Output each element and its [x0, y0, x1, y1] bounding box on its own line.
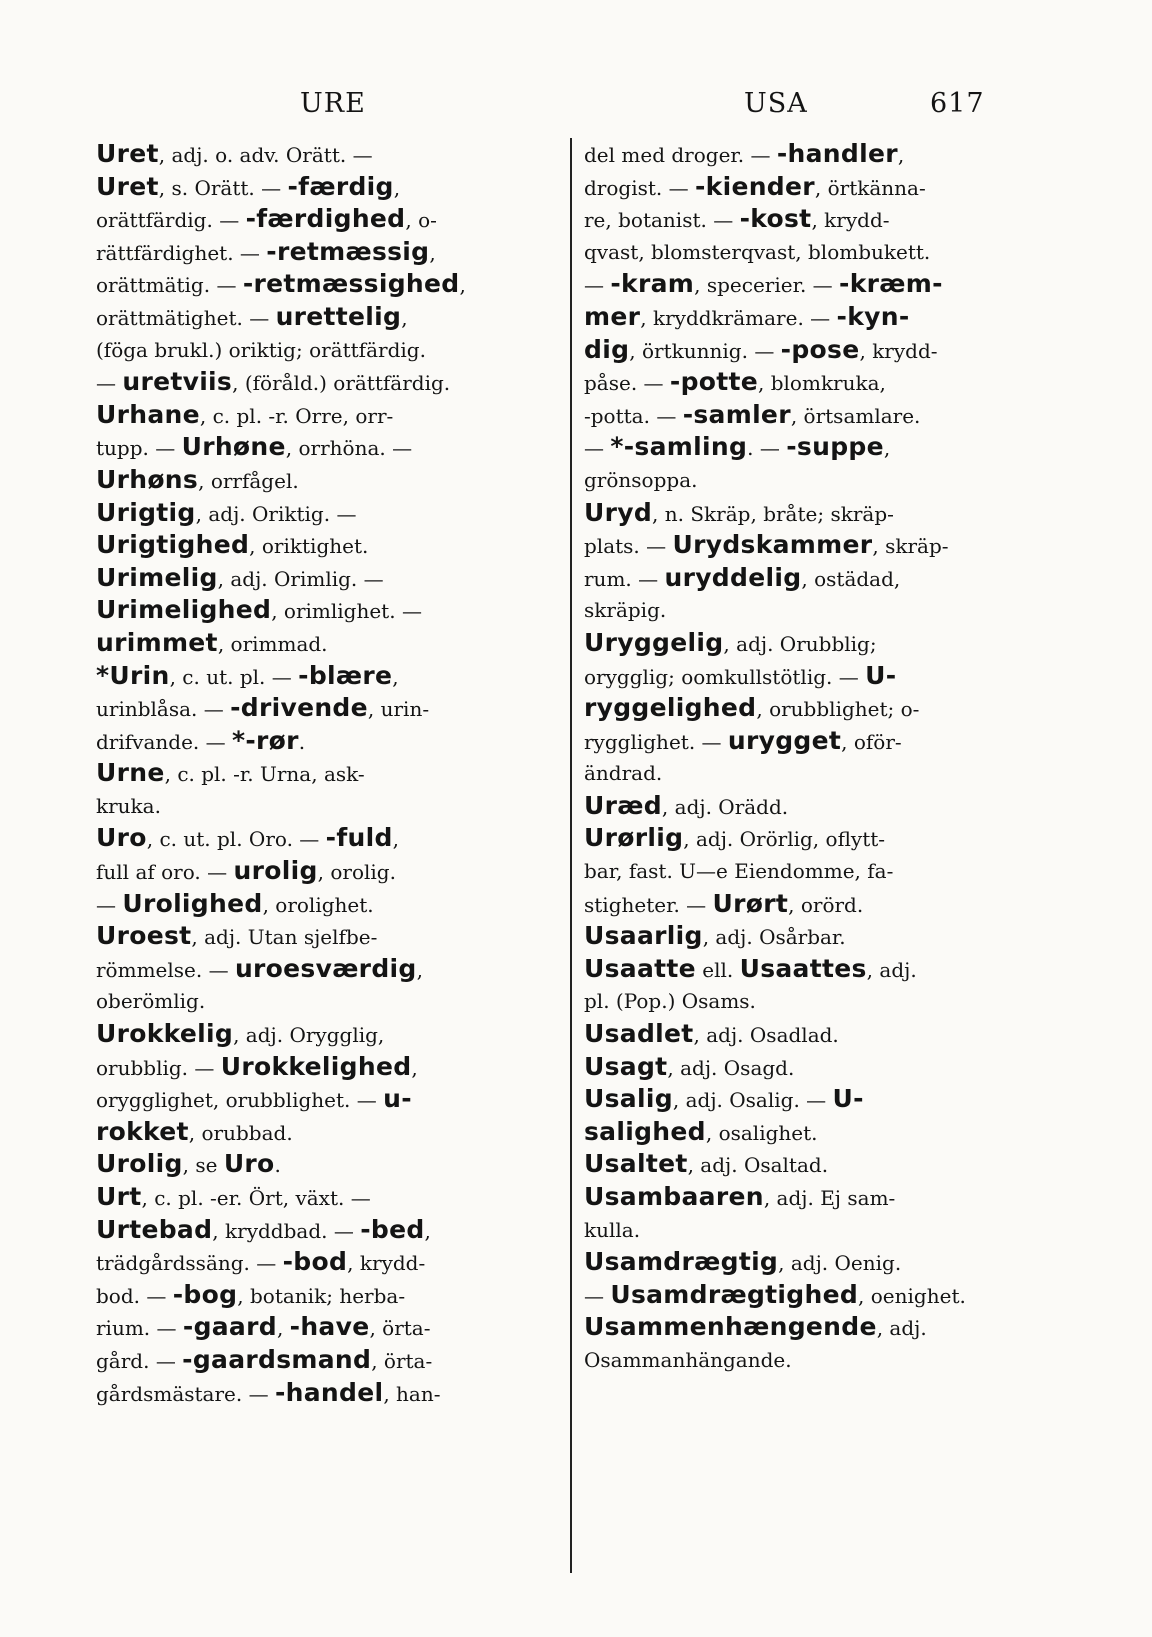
dictionary-line: orygglighet, orubblighet. — u- [96, 1084, 412, 1114]
dictionary-line: Uroest, adj. Utan sjelfbe- [96, 921, 378, 951]
dictionary-line: dig, örtkunnig. — -pose, krydd- [584, 334, 938, 364]
dictionary-line: Usambaaren, adj. Ej sam- [584, 1182, 896, 1211]
dictionary-line: römmelse. — uroesværdig, [96, 953, 423, 983]
column-divider [570, 138, 572, 1573]
dictionary-line: skräpig. [584, 598, 667, 623]
dictionary-line: rygglighet. — urygget, oför- [584, 725, 902, 755]
dictionary-line: Usadlet, adj. Osadlad. [584, 1019, 839, 1049]
dictionary-line: gård. — -gaardsmand, örta- [96, 1344, 433, 1374]
header-left-guide-word: URE [300, 88, 366, 119]
dictionary-line: — uretviis, (föråld.) orättfärdig. [96, 367, 451, 397]
dictionary-line: Uret, s. Orätt. — -færdig, [96, 171, 401, 201]
dictionary-line: urimmet, orimmad. [96, 627, 328, 657]
dictionary-line: ryggelighed, orubblighet; o- [584, 693, 920, 723]
dictionary-line: salighed, osalighet. [584, 1116, 818, 1146]
dictionary-line: Uræd, adj. Orädd. [584, 790, 789, 820]
dictionary-line: grönsoppa. [584, 467, 698, 492]
dictionary-line: Usaatte ell. Usaattes, adj. [584, 953, 917, 983]
page-number: 617 [930, 88, 985, 119]
dictionary-line: — Urolighed, orolighet. [96, 888, 374, 918]
dictionary-line: gårdsmästare. — -handel, han- [96, 1377, 441, 1407]
dictionary-line: Usaarlig, adj. Osårbar. [584, 921, 846, 951]
dictionary-line: Urimelighed, orimlighet. — [96, 595, 422, 625]
dictionary-line: bar, fast. U—e Eiendomme, fa- [584, 859, 894, 884]
dictionary-line: orygglig; oomkullstötlig. — U- [584, 660, 897, 690]
dictionary-line: orättmätighet. — urettelig, [96, 301, 408, 331]
dictionary-line: Usammenhængende, adj. [584, 1312, 927, 1342]
dictionary-line: Urimelig, adj. Orimlig. — [96, 562, 384, 592]
dictionary-line: pl. (Pop.) Osams. [584, 989, 756, 1014]
dictionary-line: plats. — Urydskammer, skräp- [584, 530, 949, 560]
dictionary-line: urinblåsa. — -drivende, urin- [96, 693, 430, 723]
dictionary-line: oberömlig. [96, 989, 206, 1014]
dictionary-line: mer, kryddkrämare. — -kyn- [584, 301, 910, 331]
dictionary-line: drogist. — -kiender, örtkänna- [584, 171, 926, 201]
dictionary-line: trädgårdssäng. — -bod, krydd- [96, 1247, 426, 1277]
dictionary-line: full af oro. — urolig, orolig. [96, 856, 396, 886]
dictionary-line: rum. — uryddelig, ostädad, [584, 562, 901, 592]
dictionary-line: drifvande. — *-rør. [96, 725, 306, 755]
header-right-guide-word: USA [744, 88, 808, 119]
dictionary-line: Urigtig, adj. Oriktig. — [96, 497, 357, 527]
dictionary-line: Urokkelig, adj. Orygglig, [96, 1019, 385, 1049]
dictionary-line: Urolig, se Uro. [96, 1149, 281, 1179]
dictionary-line: qvast, blomsterqvast, blombukett. [584, 239, 931, 264]
dictionary-line: rättfärdighet. — -retmæssig, [96, 236, 436, 266]
dictionary-line: del med droger. — -handler, [584, 139, 905, 168]
dictionary-line: — Usamdrægtighed, oenighet. [584, 1279, 966, 1309]
dictionary-line: ändrad. [584, 761, 663, 786]
dictionary-line: Usagt, adj. Osagd. [584, 1051, 795, 1081]
dictionary-line: Usamdrægtig, adj. Oenig. [584, 1247, 902, 1277]
dictionary-line: rium. — -gaard, -have, örta- [96, 1312, 431, 1342]
dictionary-line: Osammanhängande. [584, 1347, 792, 1372]
running-header [0, 78, 1152, 138]
dictionary-line: -potta. — -samler, örtsamlare. [584, 399, 921, 429]
dictionary-line: Usalig, adj. Osalig. — U- [584, 1084, 864, 1114]
dictionary-line: Uret, adj. o. adv. Orätt. — [96, 139, 373, 168]
dictionary-line: *Urin, c. ut. pl. — -blære, [96, 660, 399, 690]
dictionary-line: Uryggelig, adj. Orubblig; [584, 627, 877, 657]
dictionary-line: kruka. [96, 793, 161, 818]
right-column [584, 138, 1054, 1377]
dictionary-line: Uryd, n. Skräp, bråte; skräp- [584, 497, 894, 527]
dictionary-line: — -kram, specerier. — -kræm- [584, 269, 943, 299]
dictionary-line: Urigtighed, oriktighet. [96, 530, 369, 560]
dictionary-line: Urørlig, adj. Orörlig, oflytt- [584, 823, 886, 853]
dictionary-line: Urhane, c. pl. -r. Orre, orr- [96, 399, 394, 429]
dictionary-line: rokket, orubbad. [96, 1116, 293, 1146]
left-column [96, 138, 562, 1409]
dictionary-line: orättfärdig. — -færdighed, o- [96, 204, 437, 234]
dictionary-line: Urt, c. pl. -er. Ört, växt. — [96, 1182, 371, 1211]
dictionary-line: orubblig. — Urokkelighed, [96, 1051, 418, 1081]
dictionary-line: påse. — -potte, blomkruka, [584, 367, 886, 397]
dictionary-line: tupp. — Urhøne, orrhöna. — [96, 432, 413, 462]
dictionary-line: orättmätig. — -retmæssighed, [96, 269, 466, 299]
dictionary-line: Urhøns, orrfågel. [96, 464, 299, 494]
dictionary-line: (föga brukl.) oriktig; orättfärdig. [96, 337, 426, 362]
dictionary-line: Urtebad, kryddbad. — -bed, [96, 1214, 431, 1244]
dictionary-line: — *-samling. — -suppe, [584, 432, 891, 462]
dictionary-line: re, botanist. — -kost, krydd- [584, 204, 890, 234]
dictionary-line: Urne, c. pl. -r. Urna, ask- [96, 758, 365, 788]
dictionary-line: Usaltet, adj. Osaltad. [584, 1149, 829, 1179]
dictionary-line: stigheter. — Urørt, orörd. [584, 888, 864, 918]
dictionary-line: bod. — -bog, botanik; herba- [96, 1279, 406, 1309]
dictionary-line: Uro, c. ut. pl. Oro. — -fuld, [96, 823, 400, 853]
dictionary-line: kulla. [584, 1217, 641, 1242]
